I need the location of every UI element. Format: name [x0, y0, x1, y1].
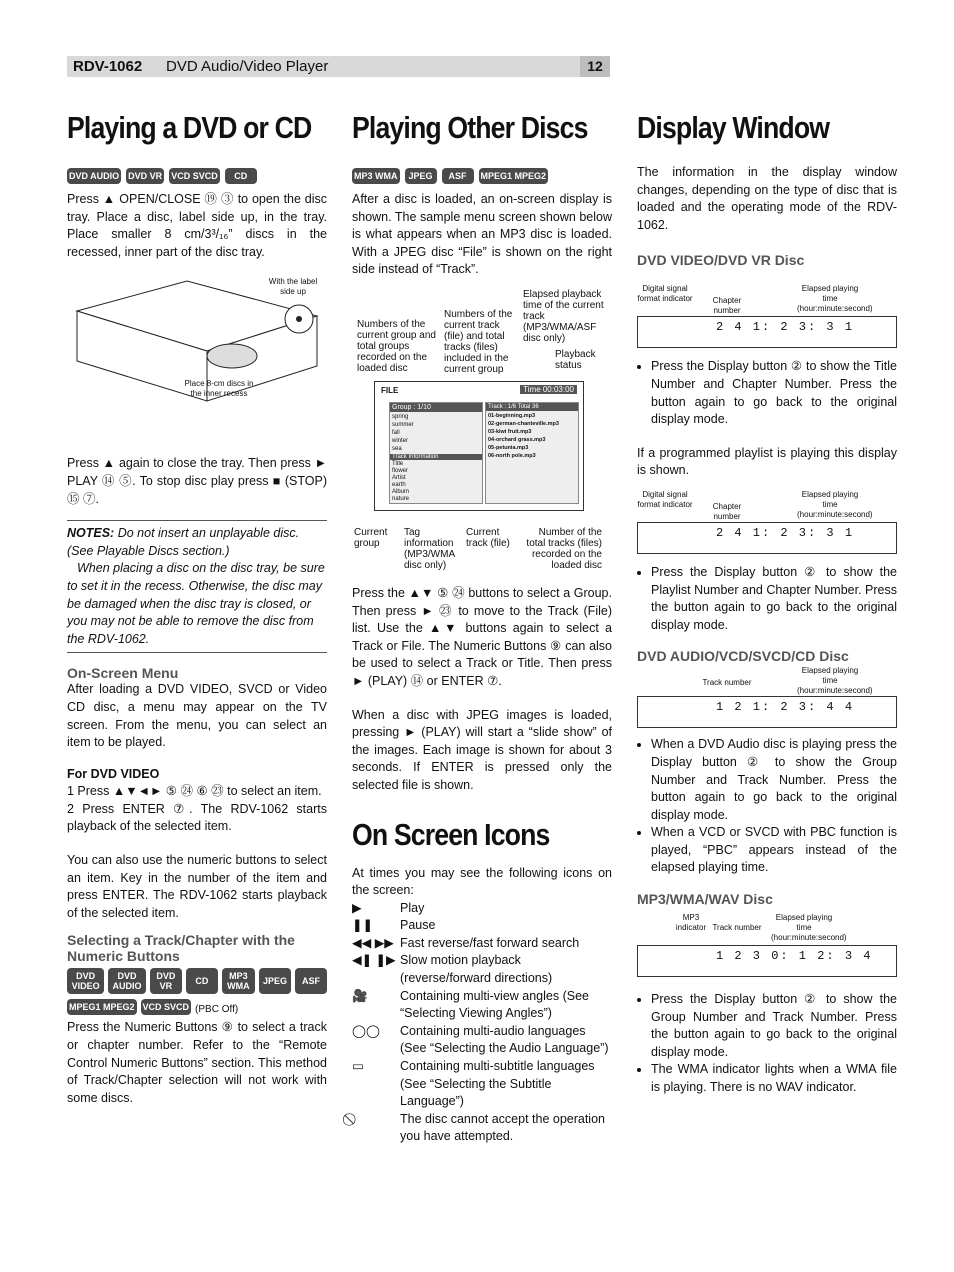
step: 2 Press ENTER ⑦. The RDV-1062 starts playback of the selected item. — [67, 801, 327, 834]
callout: Playback status — [555, 348, 596, 371]
section-title: Playing Other Discs — [352, 110, 588, 145]
icon-description: Fast reverse/fast forward search — [400, 935, 580, 950]
callout: Number of the total tracks (files) recorded on the loaded disc — [526, 526, 602, 571]
paragraph: Press ▲ OPEN/CLOSE ⑲ ③ to open the disc tray. Place a disc, label side up, in the tray. Place smaller 8 cm/3³/₁₆” discs in the recessed, inner part of the disc tray. — [67, 192, 327, 259]
cd-icon: CD — [225, 168, 257, 184]
bullet: • Press the Display button ② to show the Playlist Number and Chapter Number. Press the button again to go back to the original display mode. — [651, 564, 897, 634]
mp3-menu-diagram — [352, 289, 612, 599]
icon-description: The disc cannot accept the operation you have attempted. — [400, 1111, 605, 1144]
diagram-label: Track number — [712, 923, 762, 933]
callout: Elapsed playback time of the current track (MP3/WMA/ASF disc only) — [523, 288, 604, 344]
disc-icons — [352, 168, 612, 184]
dvd-player-drawing — [67, 271, 327, 451]
display-diagram — [637, 907, 897, 983]
subtitle-icon: ▭ — [352, 1059, 364, 1074]
display-panel — [637, 522, 897, 554]
subsection-title: DVD AUDIO/VCD/SVCD/CD Disc — [637, 648, 849, 665]
tag-item: flower — [392, 467, 409, 474]
diagram-label: Track number — [702, 678, 752, 688]
screen-time: Time 00:03:00 — [520, 385, 577, 394]
display-diagram — [637, 268, 897, 348]
display-digits: 2 4 1: 2 3: 3 1 — [716, 525, 855, 540]
group-panel — [389, 402, 483, 504]
group-list — [390, 412, 482, 454]
track-item: 01-beginning.mp3 — [488, 412, 536, 419]
diagram-label: MP3 indicator — [675, 913, 707, 933]
subsection-title: DVD VIDEO/DVD VR Disc — [637, 252, 805, 269]
display-panel — [637, 316, 897, 348]
track-item: 06-north pole.mp3 — [488, 452, 536, 459]
subsection-title: Selecting a Track/Chapter with the Numeric Buttons — [67, 932, 295, 965]
tag-item: Album — [392, 488, 410, 495]
bullet: • When a DVD Audio disc is playing press the Display button ② to show the Group Number and Track Number. Press the button again to go back to the original display mode. — [651, 736, 897, 824]
notes-heading: NOTES: — [67, 526, 115, 541]
dvd-audio-icon: DVD AUDIO — [108, 968, 146, 994]
display-digits: 1 2 3 0: 1 2: 3 4 — [716, 949, 873, 964]
cd-icon: CD — [186, 968, 218, 994]
notes-box — [67, 520, 327, 653]
paragraph: At times you may see the following icons on the screen: — [352, 865, 612, 898]
dvd-video-icon: DVD VIDEO — [67, 968, 104, 994]
callout: Tag information (MP3/WMA disc only) — [404, 526, 455, 571]
mp3-wma-icon: MP3 WMA — [352, 168, 400, 184]
diagram-label: Digital signal format indicator — [637, 489, 693, 509]
callout: Current track (file) — [466, 526, 510, 549]
figure-label: With the label side up — [268, 277, 318, 297]
diagram-label: Digital signal format indicator — [637, 284, 693, 304]
bullet-list — [637, 991, 897, 1097]
camera-angle-icon: 🎥 — [352, 988, 368, 1003]
callout: Current group — [354, 526, 388, 549]
disc-icons — [67, 968, 327, 994]
column-other-discs — [352, 110, 612, 1146]
tag-list — [390, 460, 482, 504]
screen-frame — [374, 381, 584, 511]
paragraph: Press the ▲▼ ⑤ ㉔ buttons to select a Group. Then press ► ㉓ to move to the Track (File) list. Use the ▲▼ buttons again to select a Track or File. The Numeric Buttons ⑨ can also be used to select a Track or Title. Then press ► (PLAY) ⑭ or ENTER ⑦. — [352, 585, 612, 688]
diagram-label: Chapter number — [712, 296, 742, 316]
disc-icons — [67, 999, 327, 1015]
diagram-label: Elapsed playing time (hour:minute:second) — [797, 666, 873, 696]
subheading: For DVD VIDEO — [67, 766, 160, 781]
column-display-window — [637, 110, 897, 1097]
group-header: Group : 1/10 — [390, 403, 482, 412]
track-item: 03-kiwi fruit.mp3 — [488, 428, 532, 435]
mpeg-icon: MPEG1 MPEG2 — [67, 999, 137, 1015]
bullet: • Press the Display button ② to show the Group Number and Track Number. Press the button again to go back to the original display mode. — [651, 991, 897, 1061]
subsection-title: On-Screen Menu — [67, 665, 179, 682]
header-subtitle: DVD Audio/Video Player — [166, 58, 329, 75]
bullet-list — [637, 358, 897, 428]
bullet: • When a VCD or SVCD with PBC function is played, “PBC” appears instead of the elapsed playing time. — [651, 824, 897, 877]
tag-item: Title — [392, 460, 404, 467]
callout: Numbers of the current group and total groups recorded on the loaded disc — [357, 318, 436, 374]
mpeg-icon: MPEG1 MPEG2 — [479, 168, 549, 184]
play-icon: ▶ — [352, 900, 362, 915]
audio-language-icon: ◯◯ — [352, 1023, 380, 1038]
track-panel — [485, 402, 579, 504]
icon-description: Slow motion playback (reverse/forward directions) — [400, 953, 553, 986]
tag-item: earth — [392, 481, 406, 488]
note-text: Do not insert an unplayable disc. (See Playable Discs section.) — [67, 526, 300, 558]
onscreen-icon-list — [352, 900, 612, 1146]
figure-label: Place 8-cm discs in the inner recess — [184, 379, 254, 399]
icon-description: Containing multi-audio languages (See “Selecting the Audio Language”) — [400, 1023, 609, 1056]
display-panel — [637, 696, 897, 728]
dvd-vr-icon: DVD VR — [150, 968, 182, 994]
track-header: Track : 1/6 Total 36 — [486, 403, 578, 411]
page-number: 12 — [580, 56, 610, 77]
icon-description: Containing multi-subtitle languages (See “Selecting the Subtitle Language”) — [400, 1059, 595, 1109]
prohibited-icon — [352, 1111, 400, 1146]
dvd-audio-icon: DVD AUDIO — [67, 168, 121, 184]
jpeg-icon: JPEG — [259, 968, 291, 994]
paragraph: After loading a DVD VIDEO, SVCD or Video CD disc, a menu may appear on the TV screen. From the menu, you can select an item to be played. — [67, 682, 327, 750]
tag-header: Track Information — [390, 454, 482, 460]
display-diagram — [637, 484, 897, 564]
group-item: summer — [392, 421, 414, 428]
paragraph: You can also use the numeric buttons to select an item. Key in the number of the item and press ENTER. The RDV-1062 starts playback of the selected item. — [67, 853, 327, 920]
section-title: Display Window — [637, 110, 830, 145]
paragraph: When a disc with JPEG images is loaded, pressing ► (PLAY) will start a “slide show” of the images. Each image is shown for about 3 seconds. If ENTER is pressed only the selected file is shown. — [352, 707, 612, 792]
fast-search-icon: ◀◀ ▶▶ — [352, 935, 394, 950]
callout: Numbers of the current track (file) and total tracks (files) included in the current group — [444, 308, 513, 375]
pbc-note: (PBC Off) — [195, 1004, 239, 1016]
paragraph: If a programmed playlist is playing this display is shown. — [637, 445, 897, 478]
paragraph: After a disc is loaded, an on-screen display is shown. The sample menu screen shown below is what appears when an MP3 disc is loaded. With a JPEG disc “File” is shown on the right side instead of “Track”. — [352, 192, 612, 277]
asf-icon: ASF — [295, 968, 327, 994]
track-list — [486, 411, 578, 461]
bullet: • The WMA indicator lights when a WMA file is playing. There is no WAV indicator. — [651, 1061, 897, 1096]
tag-item: nature — [392, 495, 410, 502]
paragraph: Press the Numeric Buttons ⑨ to select a track or chapter number. Refer to the “Remote Control Numeric Buttons” section. This method of Track/Chapter selection will not work with some discs. — [67, 1020, 327, 1105]
icon-description: Containing multi-view angles (See “Selecting Viewing Angles”) — [400, 988, 589, 1021]
section-title: On Screen Icons — [352, 816, 550, 852]
track-item: 02-german-chanteville.mp3 — [488, 420, 559, 427]
icon-description: Pause — [400, 918, 436, 933]
section-title: Playing a DVD or CD — [67, 110, 312, 145]
diagram-label: Elapsed playing time (hour:minute:second) — [797, 489, 873, 519]
screen-file-label: FILE — [381, 385, 399, 395]
disc-icons — [67, 168, 327, 184]
diagram-label: Elapsed playing time (hour:minute:second) — [771, 913, 847, 943]
display-panel — [637, 945, 897, 977]
note-text: When placing a disc on the disc tray, be sure to set it in the recess. Otherwise, the disc may be damaged when the disc tray is closed, or you may not be able to remove the disc from the RDV-1062. — [67, 561, 325, 646]
slow-motion-icon: ◀❚ ❚▶ — [352, 953, 396, 968]
diagram-label: Chapter number — [712, 501, 742, 521]
dvd-vr-icon: DVD VR — [126, 168, 164, 184]
player-illustration — [67, 271, 327, 451]
track-item: 04-orchard grass.mp3 — [488, 436, 546, 443]
subsection-title: MP3/WMA/WAV Disc — [637, 891, 773, 908]
display-digits: 2 4 1: 2 3: 3 1 — [716, 320, 855, 335]
bullet-list — [637, 736, 897, 877]
bullet-list — [637, 564, 897, 634]
asf-icon: ASF — [442, 168, 474, 184]
vcd-svcd-icon: VCD SVCD — [141, 999, 192, 1015]
paragraph: Press ▲ again to close the tray. Then press ► PLAY ⑭ ⑤. To stop disc play press ■ (STOP) ⑮ ⑦. — [67, 456, 327, 506]
group-item: fall — [392, 429, 400, 436]
group-item: winter — [392, 437, 409, 444]
jpeg-icon: JPEG — [405, 168, 437, 184]
group-item: spring — [392, 413, 409, 420]
step: 1 Press ▲▼◄► ⑤ ㉔ ⑥ ㉓ to select an item. — [67, 784, 322, 799]
mp3-wma-icon: MP3 WMA — [222, 968, 255, 994]
group-item: sea — [392, 445, 402, 452]
diagram-label: Elapsed playing time (hour:minute:second) — [797, 284, 873, 314]
model-name: RDV-1062 — [73, 58, 143, 75]
icon-description: Play — [400, 900, 425, 915]
tag-item: Artist — [392, 474, 406, 481]
bullet: • Press the Display button ② to show the Title Number and Chapter Number. Press the button again to go back to the original display mode. — [651, 358, 897, 428]
display-digits: 1 2 1: 2 3: 4 4 — [716, 700, 855, 715]
page-header — [67, 56, 610, 77]
paragraph: The information in the display window changes, depending on the type of disc that is loaded and the operating mode of the RDV-1062. — [637, 165, 897, 232]
vcd-svcd-icon: VCD SVCD — [169, 168, 220, 184]
column-playing-dvd — [67, 110, 327, 1107]
display-diagram — [637, 664, 897, 728]
track-item: 05-petunia.mp3 — [488, 444, 529, 451]
pause-icon: ❚❚ — [352, 918, 373, 933]
